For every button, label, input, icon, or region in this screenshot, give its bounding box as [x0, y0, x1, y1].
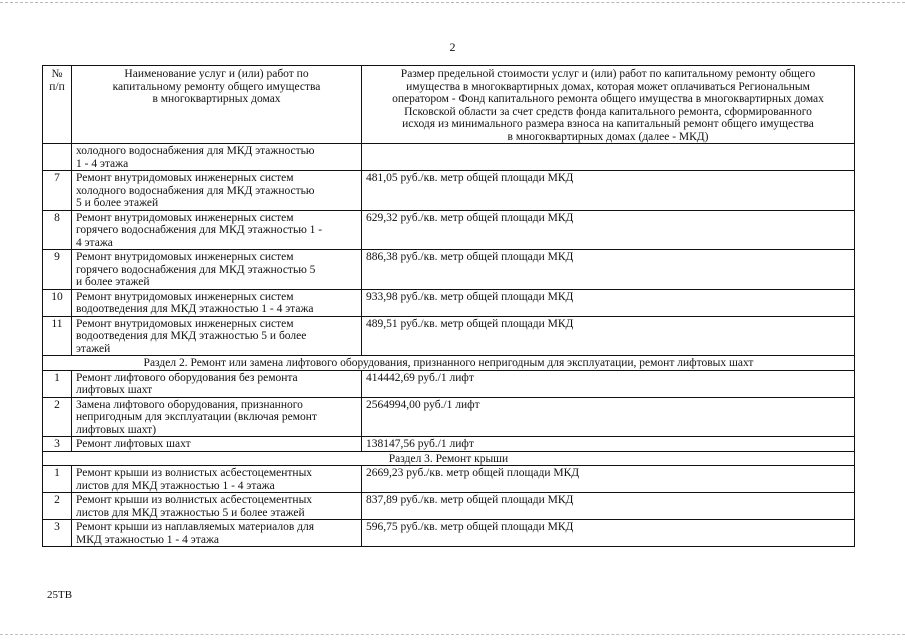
- row-cost: 2669,23 руб./кв. метр общей площади МКД: [362, 466, 855, 493]
- row-name: холодного водоснабжения для МКД этажностью 1 - 4 этажа: [72, 144, 362, 171]
- row-name: Ремонт внутридомовых инженерных систем водоотведения для МКД этажностью 5 и более этажей: [72, 316, 362, 356]
- row-cost: 2564994,00 руб./1 лифт: [362, 397, 855, 437]
- table-row: [43, 397, 855, 437]
- table-row: [43, 250, 855, 290]
- row-name: Ремонт внутридомовых инженерных систем горячего водоснабжения для МКД этажностью 5 и более этажей: [72, 250, 362, 290]
- row-cost: 489,51 руб./кв. метр общей площади МКД: [362, 316, 855, 356]
- header-num: № п/п: [43, 66, 72, 144]
- row-cost: 481,05 руб./кв. метр общей площади МКД: [362, 171, 855, 211]
- row-cost: 886,38 руб./кв. метр общей площади МКД: [362, 250, 855, 290]
- row-num: 1: [43, 466, 72, 493]
- row-num: 1: [43, 370, 72, 397]
- row-num: [43, 144, 72, 171]
- row-num: 2: [43, 493, 72, 520]
- table-row: [43, 466, 855, 493]
- row-num: 3: [43, 520, 72, 547]
- row-num: 9: [43, 250, 72, 290]
- row-name: Ремонт крыши из волнистых асбестоцементных листов для МКД этажностью 5 и более этажей: [72, 493, 362, 520]
- cost-table: [42, 65, 855, 547]
- table-row-continued: [43, 144, 855, 171]
- row-cost: 837,89 руб./кв. метр общей площади МКД: [362, 493, 855, 520]
- row-cost: [362, 144, 855, 171]
- scan-border-bottom: [0, 634, 905, 635]
- section-title: Раздел 2. Ремонт или замена лифтового оборудования, признанного непригодным для эксплуатации, ремонт лифтовых шахт: [43, 356, 855, 371]
- row-cost: 596,75 руб./кв. метр общей площади МКД: [362, 520, 855, 547]
- row-name: Ремонт лифтового оборудования без ремонта лифтовых шахт: [72, 370, 362, 397]
- row-cost: 414442,69 руб./1 лифт: [362, 370, 855, 397]
- table-row: [43, 437, 855, 452]
- table-row: [43, 370, 855, 397]
- table-row: [43, 316, 855, 356]
- section-title: Раздел 3. Ремонт крыши: [43, 451, 855, 466]
- header-name: Наименование услуг и (или) работ по капитальному ремонту общего имущества в многоквартирных домах: [72, 66, 362, 144]
- row-num: 11: [43, 316, 72, 356]
- row-name: Ремонт внутридомовых инженерных систем холодного водоснабжения для МКД этажностью 5 и более этажей: [72, 171, 362, 211]
- table-row: [43, 289, 855, 316]
- row-name: Ремонт лифтовых шахт: [72, 437, 362, 452]
- scan-border-top: [0, 2, 905, 3]
- table-header-row: [43, 66, 855, 144]
- row-name: Ремонт крыши из наплавляемых материалов для МКД этажностью 1 - 4 этажа: [72, 520, 362, 547]
- row-num: 2: [43, 397, 72, 437]
- row-num: 10: [43, 289, 72, 316]
- section-header-roof: [43, 451, 855, 466]
- row-num: 8: [43, 210, 72, 250]
- page-number: 2: [449, 40, 456, 54]
- row-num: 3: [43, 437, 72, 452]
- table-row: [43, 171, 855, 211]
- row-name: Замена лифтового оборудования, признанного непригодным для эксплуатации (включая ремонт лифтовых шахт): [72, 397, 362, 437]
- table-row: [43, 210, 855, 250]
- row-name: Ремонт крыши из волнистых асбестоцементных листов для МКД этажностью 1 - 4 этажа: [72, 466, 362, 493]
- row-cost: 138147,56 руб./1 лифт: [362, 437, 855, 452]
- document-code: 25ТВ: [47, 589, 73, 601]
- table-row: [43, 520, 855, 547]
- table-row: [43, 493, 855, 520]
- row-cost: 629,32 руб./кв. метр общей площади МКД: [362, 210, 855, 250]
- section-header-lifts: [43, 356, 855, 371]
- row-num: 7: [43, 171, 72, 211]
- row-name: Ремонт внутридомовых инженерных систем водоотведения для МКД этажностью 1 - 4 этажа: [72, 289, 362, 316]
- row-name: Ремонт внутридомовых инженерных систем горячего водоснабжения для МКД этажностью 1 - 4 этажа: [72, 210, 362, 250]
- header-cost: Размер предельной стоимости услуг и (или) работ по капитальному ремонту общего имущества в многоквартирных домах, которая может оплачиваться Региональным оператором - Фонд капитального ремонта общего имущества в многоквартирных домах Псковской области за счет средств фонда капитального ремонта, сформированного исходя из минимального размера взноса на капитальный ремонт общего имущества в многоквартирных домах (далее - МКД): [362, 66, 855, 144]
- row-cost: 933,98 руб./кв. метр общей площади МКД: [362, 289, 855, 316]
